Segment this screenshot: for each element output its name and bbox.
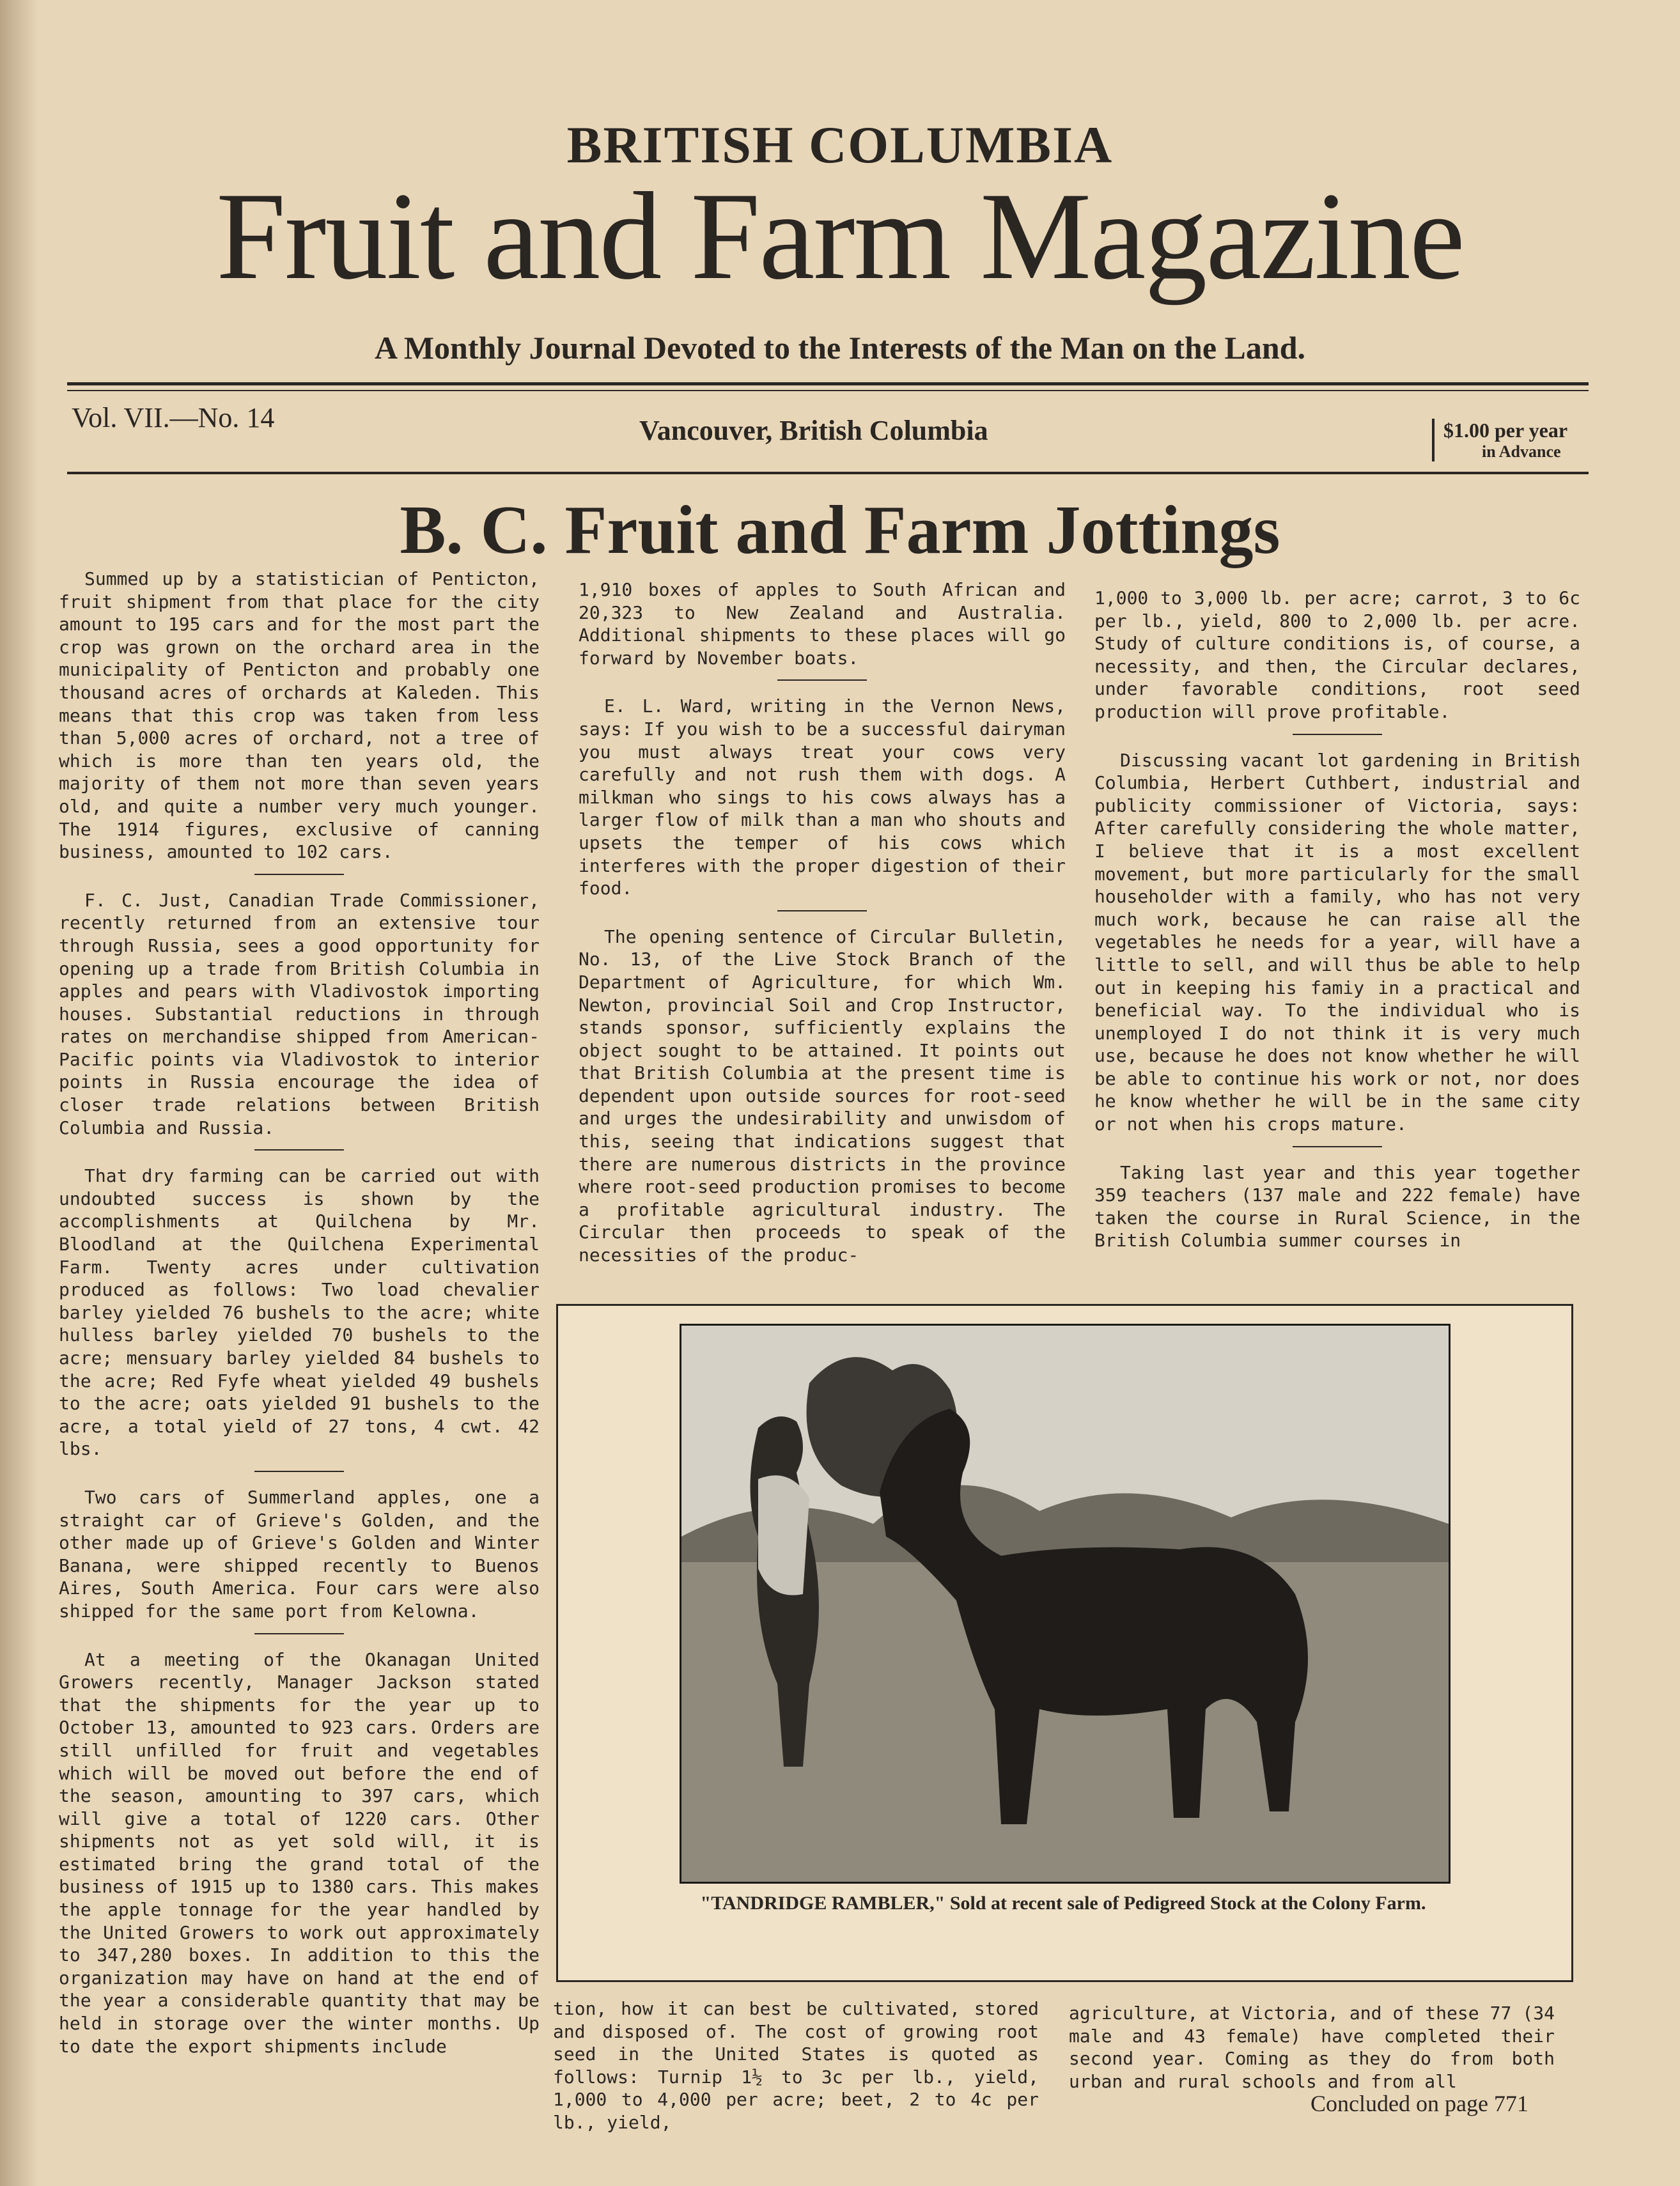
item-rural-science-teachers: Taking last year and this year together 359 teachers (137 male and 222 female) have taken the course in Rural Science, in the British Columbia summer courses in [1094, 1161, 1580, 1252]
item-export-boxes: 1,910 boxes of apples to South African and 20,323 to New Zealand and Australia. Additional shipments to these places will go forward by November boats. [579, 579, 1066, 669]
divider [777, 910, 867, 911]
column-3 [1094, 587, 1580, 1252]
column-2 [579, 578, 1066, 1267]
item-russia-trade: F. C. Just, Canadian Trade Commissioner, recently returned from an extensive tour through Russia, sees a good opportunity for opening up a trade from British Columbia in apples and pears with Vladivostok importing houses. Substantial reductions in through rates on merchandise shipped from American-Pacific points via Vladivostok to interior points in Russia encourage the idea of closer trade relations between British Columbia and Russia. [59, 889, 540, 1138]
divider [254, 1471, 344, 1472]
masthead-tagline: A Monthly Journal Devoted to the Interests of the Man on the Land. [374, 330, 1306, 366]
photo-frame [556, 1304, 1573, 1982]
photo-caption: "TANDRIDGE RAMBLER," Sold at recent sale of Pedigreed Stock at the Colony Farm. [700, 1893, 1426, 1914]
masthead-kicker: BRITISH COLUMBIA [566, 116, 1114, 174]
column-1 [59, 568, 540, 2058]
price-note: in Advance [1482, 442, 1561, 461]
item-dairyman: E. L. Ward, writing in the Vernon News, says: If you wish to be a successful dairyman you must always treat your cows very carefully and not rush them with dogs. A milkman who sings to his cows always has a larger flow of milk than a man who shouts and upsets the temper of his cows which interferes with the proper digestion of their food. [579, 695, 1066, 899]
item-dry-farming: That dry farming can be carried out with undoubted success is shown by the accomplishments at Quilchena by Mr. Bloodland at the Quilchena Experimental Farm. Twenty acres under cultivation produced as follows: Two load chevalier barley yielded 76 bushels to the acre; white hulless barley yielded 70 bushels to the acre; mensuary barley yielded 84 bushels to the acre; Red Fyfe wheat yielded 49 bushels to the acre; oats yielded 91 bushels to the acre, a total yield of 27 tons, 4 cwt. 42 lbs. [59, 1165, 540, 1460]
divider [1293, 734, 1382, 735]
issue-volume: Vol. VII.—No. 14 [72, 402, 275, 433]
page-headline: B. C. Fruit and Farm Jottings [400, 492, 1280, 568]
divider [1293, 1146, 1382, 1147]
item-root-seed-yields: 1,000 to 3,000 lb. per acre; carrot, 3 to 6c per lb., yield, 800 to 2,000 lb. per acre. Study of culture conditions is, of course, a necessity, and then, the Circular declares, under favorable conditions, root seed production will prove profitable. [1094, 587, 1580, 722]
item-penticton: Summed up by a statistician of Penticton, fruit shipment from that place for the city amount to 195 cars and for the most part the crop was grown on the orchard area in the municipality of Penticton and probably one thousand acres of orchards at Kaleden. This means that this crop was taken from less than 5,000 acres of orchard, not a tree of which is more than ten years old, the majority of them not more than seven years old, and quite a number very much younger. The 1914 figures, exclusive of canning business, amounted to 102 cars. [59, 568, 540, 863]
item-rural-science-continued: agriculture, at Victoria, and of these 77 (34 male and 43 female) have completed their second year. Coming as they do from both urban and rural schools and from all [1069, 2003, 1555, 2092]
column-2-bottom [553, 1997, 1039, 2134]
divider [777, 679, 867, 681]
column-3-bottom [1069, 2002, 1555, 2093]
masthead-title: Fruit and Farm Magazine [216, 167, 1464, 306]
item-summerland-apples: Two cars of Summerland apples, one a straight car of Grieve's Golden, and the other made up of Grieve's Golden and Winter Banana, were shipped recently to Buenos Aires, South America. Four cars were also shipped for the same port from Kelowna. [59, 1486, 540, 1622]
horse-photo-illustration [681, 1326, 1449, 1882]
header-bottom-rule [67, 472, 1589, 474]
horse-photo [680, 1324, 1451, 1884]
top-rule [67, 382, 1589, 385]
price-box [1432, 419, 1597, 461]
continued-note: Concluded on page 771 [1311, 2091, 1528, 2116]
page-gutter-shadow [0, 0, 38, 2186]
divider [254, 1633, 344, 1634]
item-root-seed-costs: tion, how it can best be cultivated, stored and disposed of. The cost of growing root seed in the United States is quoted as follows: Turnip 1½ to 3c per lb., yield, 1,000 to 4,000 per acre; beet, 2 to 4c per lb., yield, [553, 1998, 1039, 2133]
top-rule-thin [67, 390, 1589, 391]
divider [254, 874, 344, 875]
item-okanagan-growers: At a meeting of the Okanagan United Growers recently, Manager Jackson stated that the shipments for the year up to October 13, amounted to 923 cars. Orders are still unfilled for fruit and vegetables which will be moved out before the end of the season, amounting to 397 cars, which will give a total of 1220 cars. Other shipments not as yet sold will, it is estimated bring the grand total of the business of 1915 up to 1380 cars. This makes the apple tonnage for the year handled by the United Growers to work out approximately to 347,280 boxes. In addition to this the organization may have on hand at the end of the year a considerable quantity that may be held in storage over the winter months. Up to date the export shipments include [59, 1648, 540, 2057]
price: $1.00 per year [1443, 419, 1568, 442]
item-vacant-lot-gardening: Discussing vacant lot gardening in British Columbia, Herbert Cuthbert, industrial and publicity commissioner of Victoria, says: After carefully considering the whole matter, I believe that it is a most excellent movement, but more particularly for the small householder with a family, who has not very much work, because he can raise all the vegetables he needs for a year, will have a little to sell, and will thus be able to help out in keeping his famiy in a practical and beneficial way. To the individual who is unemployed I do not think it is very much use, because he does not know whether he will be able to continue his work or not, nor does he know whether he will be in the same city or not when his crops mature. [1094, 749, 1580, 1135]
issue-city: Vancouver, British Columbia [639, 415, 988, 446]
item-root-seed-circular: The opening sentence of Circular Bulletin, No. 13, of the Live Stock Branch of the Department of Agriculture, for which Wm. Newton, provincial Soil and Crop Instructor, stands sponsor, sufficiently explains the object sought to be attained. It points out that British Columbia at the present time is dependent upon outside sources for root-seed and urges the undesirability and unwisdom of this, seeing that indications suggest that there are numerous districts in the province where root-seed production promises to become a profitable agricultural industry. The Circular then proceeds to speak of the necessities of the produc- [579, 926, 1066, 1266]
divider [254, 1149, 344, 1151]
